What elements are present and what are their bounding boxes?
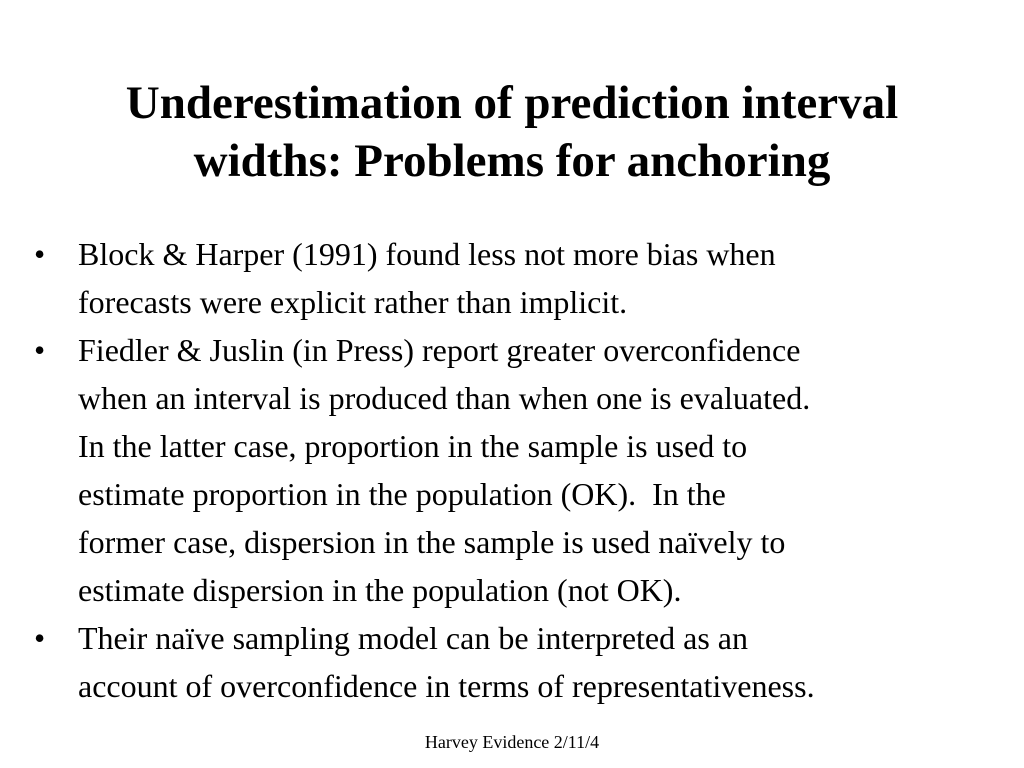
bullet-marker-icon: • <box>34 236 46 272</box>
bullet-item <box>34 614 1009 710</box>
bullet-item <box>34 230 1009 326</box>
bullet-line: when an interval is produced than when one is evaluated. <box>78 380 811 416</box>
bullet-line: former case, dispersion in the sample is used naïvely to <box>78 524 786 560</box>
bullet-line: forecasts were explicit rather than implicit. <box>78 284 628 320</box>
bullet-line: estimate dispersion in the population (not OK). <box>78 572 682 608</box>
bullet-line: Block & Harper (1991) found less not more bias when <box>78 236 776 272</box>
bullet-item <box>34 326 1009 614</box>
bullet-text <box>78 326 1009 614</box>
bullet-marker-icon: • <box>34 332 46 368</box>
bullet-list <box>34 230 1009 710</box>
title-line: Underestimation of prediction interval <box>125 77 899 129</box>
bullet-line: account of overconfidence in terms of representativeness. <box>78 668 815 704</box>
bullet-line: In the latter case, proportion in the sample is used to <box>78 428 748 464</box>
bullet-text <box>78 230 1009 326</box>
bullet-line: Their naïve sampling model can be interpreted as an <box>78 620 748 656</box>
bullet-line: Fiedler & Juslin (in Press) report greater overconfidence <box>78 332 801 368</box>
slide-title <box>30 74 994 190</box>
title-line: widths: Problems for anchoring <box>193 135 831 187</box>
slide-footer: Harvey Evidence 2/11/4 <box>424 732 600 752</box>
bullet-marker-icon: • <box>34 620 46 656</box>
bullet-text <box>78 614 1009 710</box>
bullet-line: estimate proportion in the population (OK). In the <box>78 476 726 512</box>
